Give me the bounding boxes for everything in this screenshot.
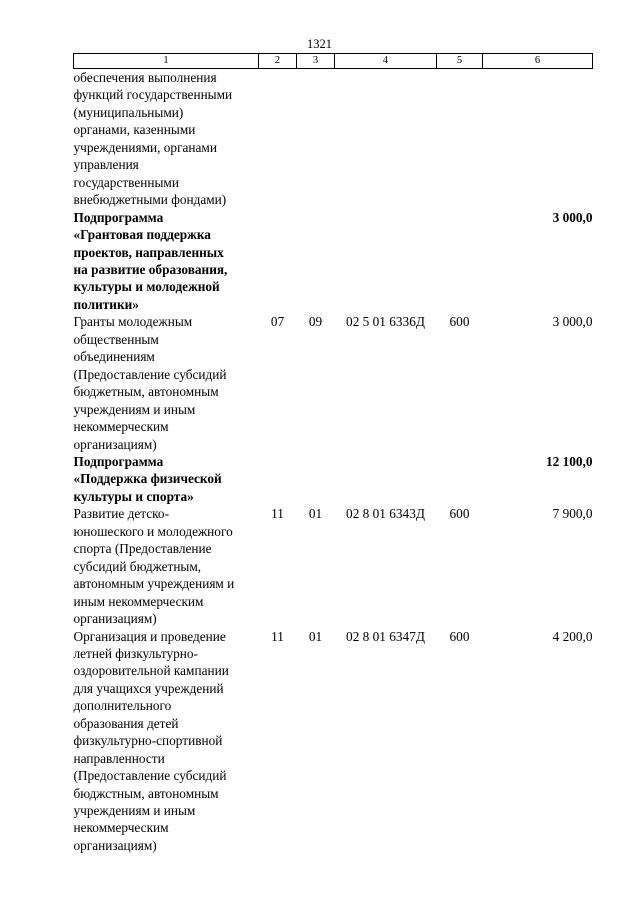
subsection-code: 01 [308, 628, 323, 644]
amount [483, 69, 593, 209]
target-article-code: 02 8 01 6347Д [346, 628, 425, 644]
section-code: 11 [271, 628, 284, 644]
section-code [259, 453, 297, 505]
column-header: 6 [483, 54, 593, 69]
item-name: Гранты молодежным общественным объединениям (Предоставление субсидий бюджетным, автономным учреждениям и иным некоммерческим организациям) [73, 314, 227, 452]
table-body [74, 69, 593, 855]
expense-type-code: 600 [449, 628, 470, 644]
subsection-code [297, 69, 335, 209]
table-row [74, 505, 593, 627]
table-row [74, 628, 593, 855]
target-article-code [335, 209, 437, 314]
expense-type-code: 600 [449, 506, 470, 522]
item-name: Развитие детско- юношеского и молодежного спорта (Предоставление субсидий бюджетным, автономным учреждениям и иным некоммерческим организациям) [73, 506, 235, 627]
expense-type-code [437, 69, 483, 209]
amount: 4 200,0 [552, 628, 593, 644]
subsection-code [297, 209, 335, 314]
page-number: 1321 [307, 37, 332, 51]
column-header: 3 [297, 54, 335, 69]
item-name: Подпрограмма «Грантовая поддержка проектов, направленных на развитие образования, культуры и молодежной политики» [73, 209, 228, 312]
section-code: 07 [270, 314, 285, 330]
amount: 3 000,0 [552, 314, 593, 330]
column-header: 2 [259, 54, 297, 69]
item-name: Подпрограмма «Поддержка физической культуры и спорта» [73, 453, 222, 504]
expense-type-code [437, 209, 483, 314]
target-article-code: 02 8 01 6343Д [346, 506, 425, 522]
target-article-code [335, 69, 437, 209]
amount: 3 000,0 [552, 209, 593, 225]
table-row [74, 69, 593, 209]
table-row [74, 209, 593, 314]
expense-type-code [437, 453, 483, 505]
item-name: Организация и проведение летней физкультурно- оздоровительной кампании для учащихся учреждений дополнительного образования детей физкультурно-спортивной направленности (Предоставление субсидий бюджстным, автономным учреждениям и иным некоммерческим организациям) [73, 628, 229, 853]
subsection-code: 09 [308, 314, 323, 330]
column-number-row [74, 54, 593, 69]
subsection-code [297, 453, 335, 505]
target-article-code [335, 453, 437, 505]
column-header: 1 [74, 54, 259, 69]
section-code [259, 209, 297, 314]
table-row [74, 453, 593, 505]
column-header: 5 [437, 54, 483, 69]
column-header: 4 [335, 54, 437, 69]
budget-table [73, 53, 593, 854]
expense-type-code: 600 [449, 314, 470, 330]
item-name: обеспечения выполнения функций государственными (муниципальными) органами, казенными учреждениями, органами управления государственными внебюджетными фондами) [73, 70, 233, 208]
subsection-code: 01 [308, 506, 323, 522]
table-header [74, 54, 593, 69]
target-article-code: 02 5 01 6336Д [346, 314, 425, 330]
section-code [259, 69, 297, 209]
table-row [74, 313, 593, 453]
amount: 7 900,0 [552, 506, 593, 522]
amount: 12 100,0 [545, 453, 593, 469]
section-code: 11 [271, 506, 284, 522]
